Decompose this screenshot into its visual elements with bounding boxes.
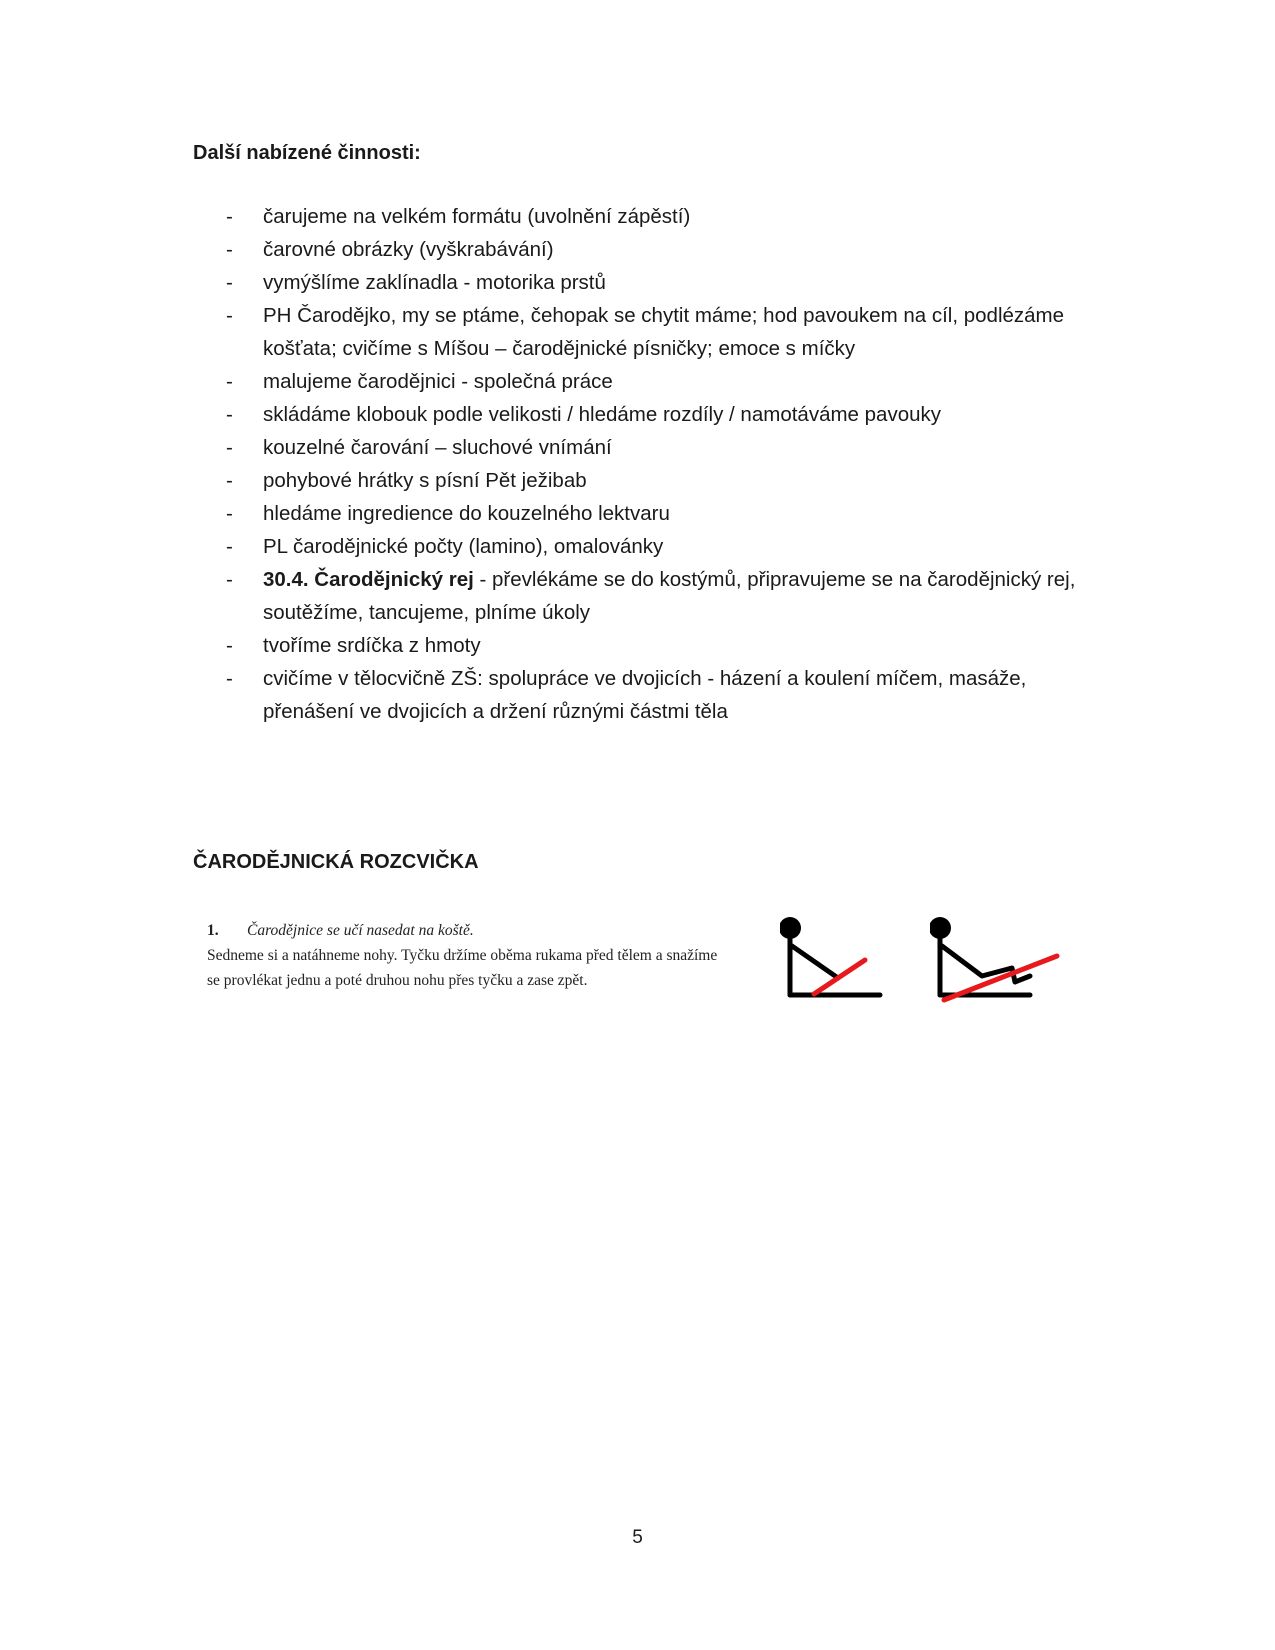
list-item-text: hledáme ingredience do kouzelného lektvaru: [263, 502, 670, 525]
exercise-number: 1.: [207, 922, 219, 939]
list-item: [193, 662, 1093, 728]
list-dash: -: [226, 502, 233, 525]
list-item: [193, 497, 1093, 530]
list-item-text: PH Čarodějko, my se ptáme, čehopak se chytit máme; hod pavoukem na cíl, podlézáme košťata; cvičíme s Míšou – čarodějnické písničky; emoce s míčky: [263, 304, 1065, 360]
list-item-text: tvoříme srdíčka z hmoty: [263, 634, 481, 657]
exercise-description: Sedneme si a natáhneme nohy. Tyčku držíme oběma rukama před tělem a snažíme se provlékat jednu a poté druhou nohu přes tyčku a zase zpět.: [207, 947, 718, 989]
figure-raised-leg: [942, 946, 1030, 982]
list-item: [193, 266, 1093, 299]
list-item: [193, 563, 1093, 629]
list-item: [193, 299, 1093, 365]
list-item-date-label: 30.4. Čarodějnický rej: [263, 568, 474, 591]
list-dash: -: [226, 469, 233, 492]
section-heading-warmup: ČARODĚJNICKÁ ROZCVIČKA: [193, 851, 479, 873]
list-item-text: cvičíme v tělocvičně ZŠ: spolupráce ve dvojicích - házení a koulení míčem, masáže, přenášení ve dvojicích a držení různými částmi těla: [263, 667, 1027, 723]
section-heading-activities: Další nabízené činnosti:: [193, 142, 421, 164]
list-dash: -: [226, 568, 233, 591]
list-item: [193, 464, 1093, 497]
list-dash: -: [226, 436, 233, 459]
list-item-text: PL čarodějnické počty (lamino), omalovánky: [263, 535, 664, 558]
list-dash: -: [226, 238, 233, 261]
list-item: [193, 200, 1093, 233]
figure-arms: [792, 946, 838, 978]
list-item: [193, 398, 1093, 431]
exercise-title: Čarodějnice se učí nasedat na koště.: [247, 922, 474, 939]
exercise-title-line: [207, 918, 727, 943]
stick-figure-sitting-icon: [780, 916, 910, 1006]
list-item-text: čarujeme na velkém formátu (uvolnění zápěstí): [263, 205, 691, 228]
page-number: 5: [632, 1527, 643, 1548]
list-item-text: malujeme čarodějnici - společná práce: [263, 370, 613, 393]
list-dash: -: [226, 271, 233, 294]
list-dash: -: [226, 304, 233, 327]
list-item: [193, 233, 1093, 266]
list-dash: -: [226, 667, 233, 690]
list-dash: -: [226, 403, 233, 426]
list-dash: -: [226, 535, 233, 558]
list-item-text: skládáme klobouk podle velikosti / hledáme rozdíly / namotáváme pavouky: [263, 403, 941, 426]
list-item-text: kouzelné čarování – sluchové vnímání: [263, 436, 612, 459]
list-item: [193, 530, 1093, 563]
exercise-block: [207, 918, 727, 993]
list-item: [193, 365, 1093, 398]
stick-figure-leg-through-icon: [930, 916, 1060, 1006]
list-item-text: pohybové hrátky s písní Pět ježibab: [263, 469, 587, 492]
list-item-text: vymýšlíme zaklínadla - motorika prstů: [263, 271, 606, 294]
list-item: [193, 431, 1093, 464]
activity-list: [193, 200, 1093, 728]
list-dash: -: [226, 370, 233, 393]
list-item-text: čarovné obrázky (vyškrabávání): [263, 238, 554, 261]
list-dash: -: [226, 634, 233, 657]
list-dash: -: [226, 205, 233, 228]
list-item: [193, 629, 1093, 662]
list-item-text: - převlékáme se do kostýmů, připravujeme se na čarodějnický rej, soutěžíme, tancujeme, plníme úkoly: [263, 568, 1076, 624]
